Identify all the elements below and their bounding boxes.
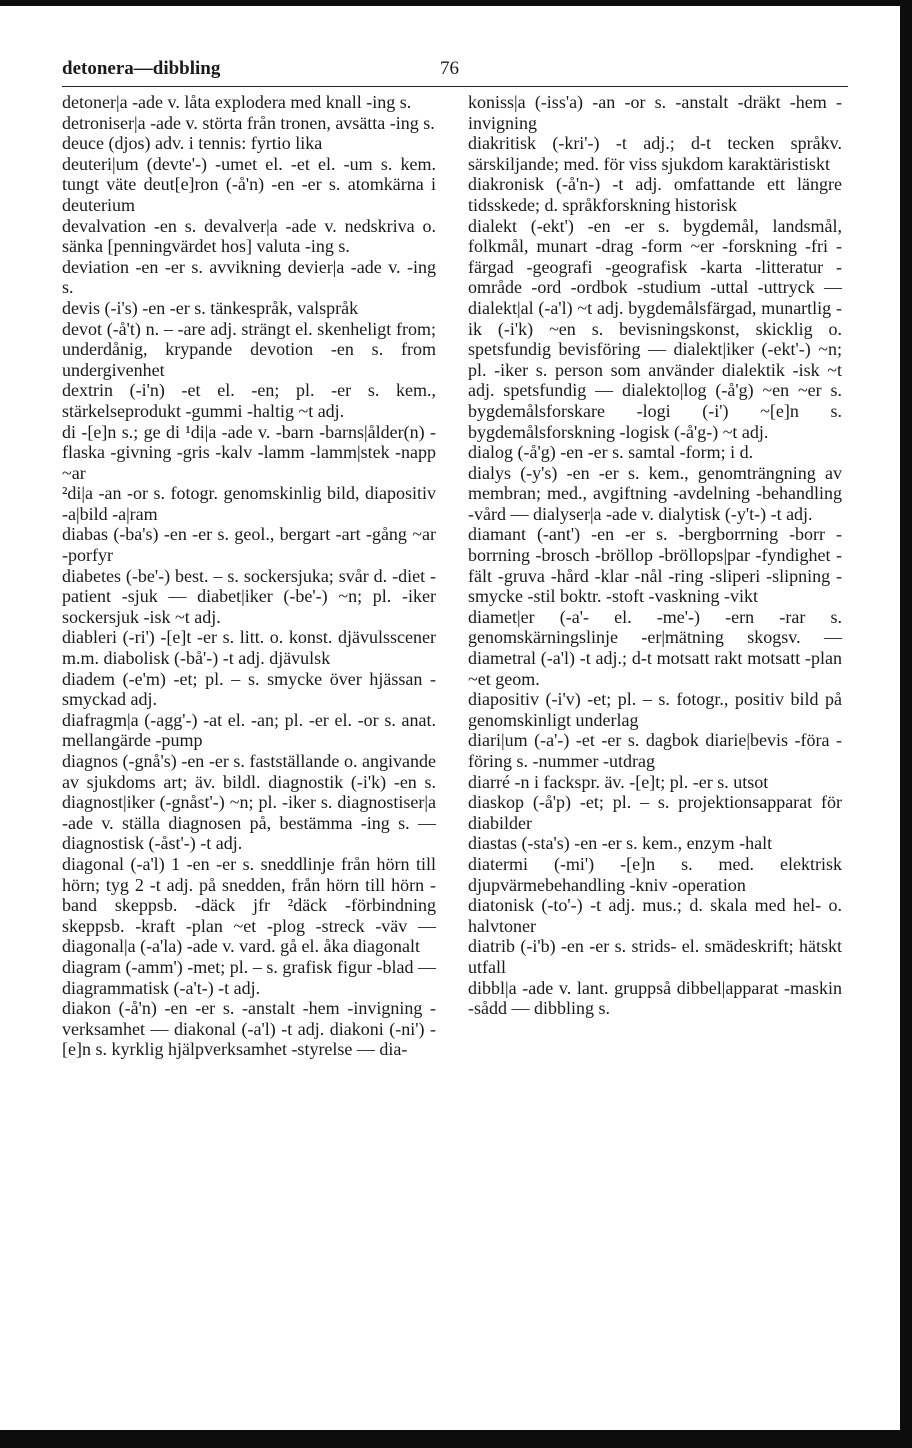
dictionary-entry: diafragm|a (-agg'-) -at el. -an; pl. -er el. -or s. anat. mellangärde -pump [62,709,436,751]
dictionary-entry: diamet|er (-a'- el. -me'-) -ern -rar s. genomskärningslinje -er|mätning skogsv. — diametral (-a'l) -t adj.; d-t motsatt rakt motsatt -plan ~et geom. [468,606,842,689]
dictionary-entry: diatonisk (-to'-) -t adj. mus.; d. skala med hel- o. halvtoner [468,895,842,936]
dictionary-entry: dibbl|a -ade v. lant. gruppså dibbel|apparat -maskin -sådd — dibbling s. [468,977,842,1019]
dictionary-entry: diarré -n i fackspr. äv. -[e]t; pl. -er s. utsot [468,771,769,792]
scan-right-edge [900,0,912,1448]
dictionary-entry: dialekt (-ekt') -en -er s. bygdemål, landsmål, folkmål, munart -drag -form ~er -forskning -fri -färgad -geografi -geografisk -karta -litteratur -område -ord -ordbok -studium -uttal -uttryck — dialekt|al (-a'l) ~t adj. bygdemålsfärgad, munartlig -ik (-i'k) ~en s. bevisningskonst, skicklig o. spetsfundig bevisföring — dialekt|iker (-ekt'-) ~n; pl. -iker s. person som använder dialektik -isk ~t adj. spetsfundig — dialekto|log (-å'g) ~en ~er s. bygdemålsforskare -logi (-i') ~[e]n s. bygdemålsforskning -logisk (-å'g-) ~t adj. [468,215,842,442]
dictionary-entry: dialys (-y's) -en -er s. kem., genomträngning av membran; med., avgiftning -avdelning -behandling -vård — dialyser|a -ade v. dialytisk (-y't-) -t adj. [468,462,842,524]
dictionary-entry: diadem (-e'm) -et; pl. – s. smycke över hjässan -smyckad adj. [62,668,436,710]
dictionary-entry: diatrib (-i'b) -en -er s. strids- el. smädeskrift; hätskt utfall [468,936,842,977]
dictionary-entry: devalvation -en s. devalver|a -ade v. nedskriva o. sänka [penningvärdet hos] valuta -ing s. [62,215,436,257]
right-column [468,92,842,1019]
dictionary-entry: diakon (-å'n) -en -er s. -anstalt -hem -invigning -verksamhet — diakonal (-a'l) -t adj. diakoni (-ni') -[e]n s. kyrklig hjälpverksamhet -styrelse — dia- [62,998,436,1060]
dictionary-entry: diamant (-ant') -en -er s. -bergborrning -borr -borrning -brosch -bröllop -bröllops|par -fyndighet -fält -gruva -hård -klar -nål -ring -sliperi -slipning -smycke -stil boktr. -stoft -vaskning -vikt [468,524,842,607]
header-rule [62,86,848,87]
scan-top-edge [0,0,912,6]
dictionary-entry: detroniser|a -ade v. störta från tronen, avsätta -ing s. [62,112,435,133]
dictionary-entry: di -[e]n s.; ge di ¹di|a -ade v. -barn -barns|ålder(n) -flaska -givning -gris -kalv -lamm -lamm|stek -napp ~ar [62,421,436,483]
left-column [62,92,436,1060]
dictionary-entry: diabetes (-be'-) best. – s. sockersjuka; svår d. -diet -patient -sjuk — diabet|iker (-be'-) ~n; pl. -iker sockersjuk -isk ~t adj. [62,565,436,627]
dictionary-entry: deuce (djos) adv. i tennis: fyrtio lika [62,133,323,154]
page-header [62,58,848,88]
dictionary-entry: diakronisk (-å'n-) -t adj. omfattande ett längre tidsskede; d. språkforskning historisk [468,174,842,215]
dictionary-entry: diabas (-ba's) -en -er s. geol., bergart -art -gång ~ar -porfyr [62,524,436,566]
page-number: 76 [440,58,459,79]
dictionary-entry: diapositiv (-i'v) -et; pl. – s. fotogr., positiv bild på genomskinligt underlag [468,689,842,730]
dictionary-entry: devis (-i's) -en -er s. tänkespråk, valspråk [62,297,359,318]
dictionary-entry: dialog (-å'g) -en -er s. samtal -form; i d. [468,442,754,463]
dictionary-entry: diagnos (-gnå's) -en -er s. fastställande o. angivande av sjukdoms art; äv. bildl. diagnostik (-i'k) -en s. diagnost|iker (-gnåst'-) ~n; pl. -iker s. diagnostiser|a -ade v. ställa diagnosen på, bestämma -ing s. — diagnostisk (-åst'-) -t adj. [62,751,436,854]
dictionary-entry: deviation -en -er s. avvikning devier|a -ade v. -ing s. [62,256,436,298]
dictionary-entry: devot (-å't) n. – -are adj. strängt el. skenheligt from; underdånig, krypande devotion -en s. from undergivenhet [62,318,436,380]
dictionary-entry: diatermi (-mi') -[e]n s. med. elektrisk djupvärmebehandling -kniv -operation [468,853,842,895]
dictionary-entry: dextrin (-i'n) -et el. -en; pl. -er s. kem., stärkelseprodukt -gummi -haltig ~t adj. [62,380,436,421]
dictionary-entry: diagram (-amm') -met; pl. – s. grafisk figur -blad — diagrammatisk (-a't-) -t adj. [62,956,436,998]
dictionary-entry: diagonal (-a'l) 1 -en -er s. sneddlinje från hörn till hörn; tyg 2 -t adj. på snedden, från hörn till hörn -band skeppsb. -däck jfr ²däck -förbindning skeppsb. -kraft -plan ~et -plog -streck -väv — diagonal|a (-a'la) -ade v. vard. gå el. åka diagonalt [62,853,436,957]
scan-bottom-edge [0,1430,912,1448]
dictionary-entry: detoner|a -ade v. låta explodera med knall -ing s. [62,92,412,112]
dictionary-entry: diakritisk (-kri'-) -t adj.; d-t tecken språkv. särskiljande; med. för viss sjukdom karaktäristiskt [468,133,842,174]
dictionary-entry: deuteri|um (devte'-) -umet el. -et el. -um s. kem. tungt väte deut[e]ron (-å'n) -en -er s. atomkärna i deuterium [62,153,436,215]
dictionary-entry: koniss|a (-iss'a) -an -or s. -anstalt -dräkt -hem -invigning [468,92,842,133]
dictionary-entry: diastas (-sta's) -en -er s. kem., enzym -halt [468,833,773,854]
running-head: detonera—dibbling [62,58,221,79]
dictionary-entry: ²di|a -an -or s. fotogr. genomskinlig bild, diapositiv -a|bild -a|ram [62,483,436,524]
dictionary-entry: diableri (-ri') -[e]t -er s. litt. o. konst. djävulsscener m.m. diabolisk (-bå'-) -t adj. djävulsk [62,627,436,669]
dictionary-entry: diari|um (-a'-) -et -er s. dagbok diarie|bevis -föra -föring s. -nummer -utdrag [468,730,842,771]
dictionary-entry: diaskop (-å'p) -et; pl. – s. projektionsapparat för diabilder [468,792,842,833]
